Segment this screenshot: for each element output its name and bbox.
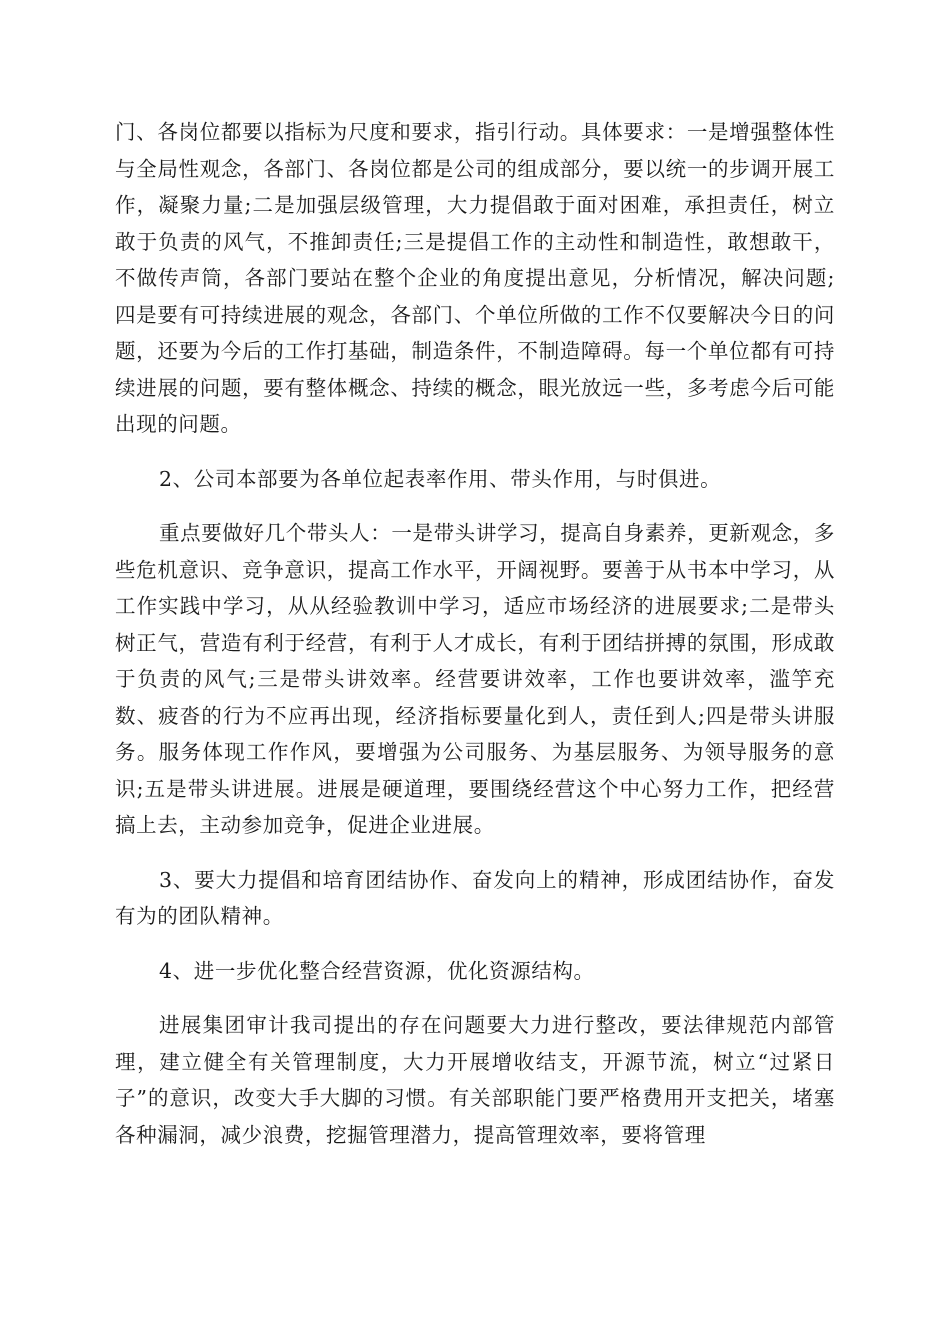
paragraph-item-4: 4、进一步优化整合经营资源，优化资源结构。	[159, 958, 595, 983]
paragraph-item-2: 2、公司本部要为各单位起表率作用、带头作用，与时俱进。	[159, 466, 722, 491]
paragraph-leaders: 重点要做好几个带头人：一是带头讲学习，提高自身素养，更新观念，多些危机意识、竞争意识，提高工作水平，开阔视野。要善于从书本中学习，从工作实践中学习，从从经验教训中学习，适应市场经济的进展要求;二是带头树正气，营造有利于经营，有利于人才成长，有利于团结拼搏的氛围，形成敢于负责的风气;三是带头讲效率。经营要讲效率，工作也要讲效率，滥竽充数、疲沓的行为不应再出现，经济指标要量化到人，责任到人;四是带头讲服务。服务体现工作作风，要增强为公司服务、为基层服务、为领导服务的意识;五是带头讲进展。进展是硬道理，要围绕经营这个中心努力工作，把经营搞上去，主动参加竞争，促进企业进展。	[115, 521, 835, 837]
paragraph-continuation: 门、各岗位都要以指标为尺度和要求，指引行动。具体要求：一是增强整体性与全局性观念，各部门、各岗位都是公司的组成部分，要以统一的步调开展工作，凝聚力量;二是加强层级管理，大力提倡敢于面对困难，承担责任，树立敢于负责的风气，不推卸责任;三是提倡工作的主动性和制造性，敢想敢干，不做传声筒，各部门要站在整个企业的角度提出意见，分析情况，解决问题;四是要有可持续进展的观念，各部门、个单位所做的工作不仅要解决今日的问题，还要为今后的工作打基础，制造条件，不制造障碍。每一个单位都有可持续进展的问题，要有整体概念、持续的概念，眼光放远一些，多考虑今后可能出现的问题。	[115, 120, 835, 436]
paragraph-item-3: 3、要大力提倡和培育团结协作、奋发向上的精神，形成团结协作，奋发有为的团队精神。	[115, 867, 835, 928]
paragraph-audit: 进展集团审计我司提出的存在问题要大力进行整改，要法律规范内部管理，建立健全有关管理制度，大力开展增收结支，开源节流，树立“过紧日子”的意识，改变大手大脚的习惯。有关部职能门要严格费用开支把关，堵塞各种漏洞，减少浪费，挖掘管理潜力，提高管理效率，要将管理	[115, 1013, 835, 1147]
document-body	[115, 114, 835, 1171]
